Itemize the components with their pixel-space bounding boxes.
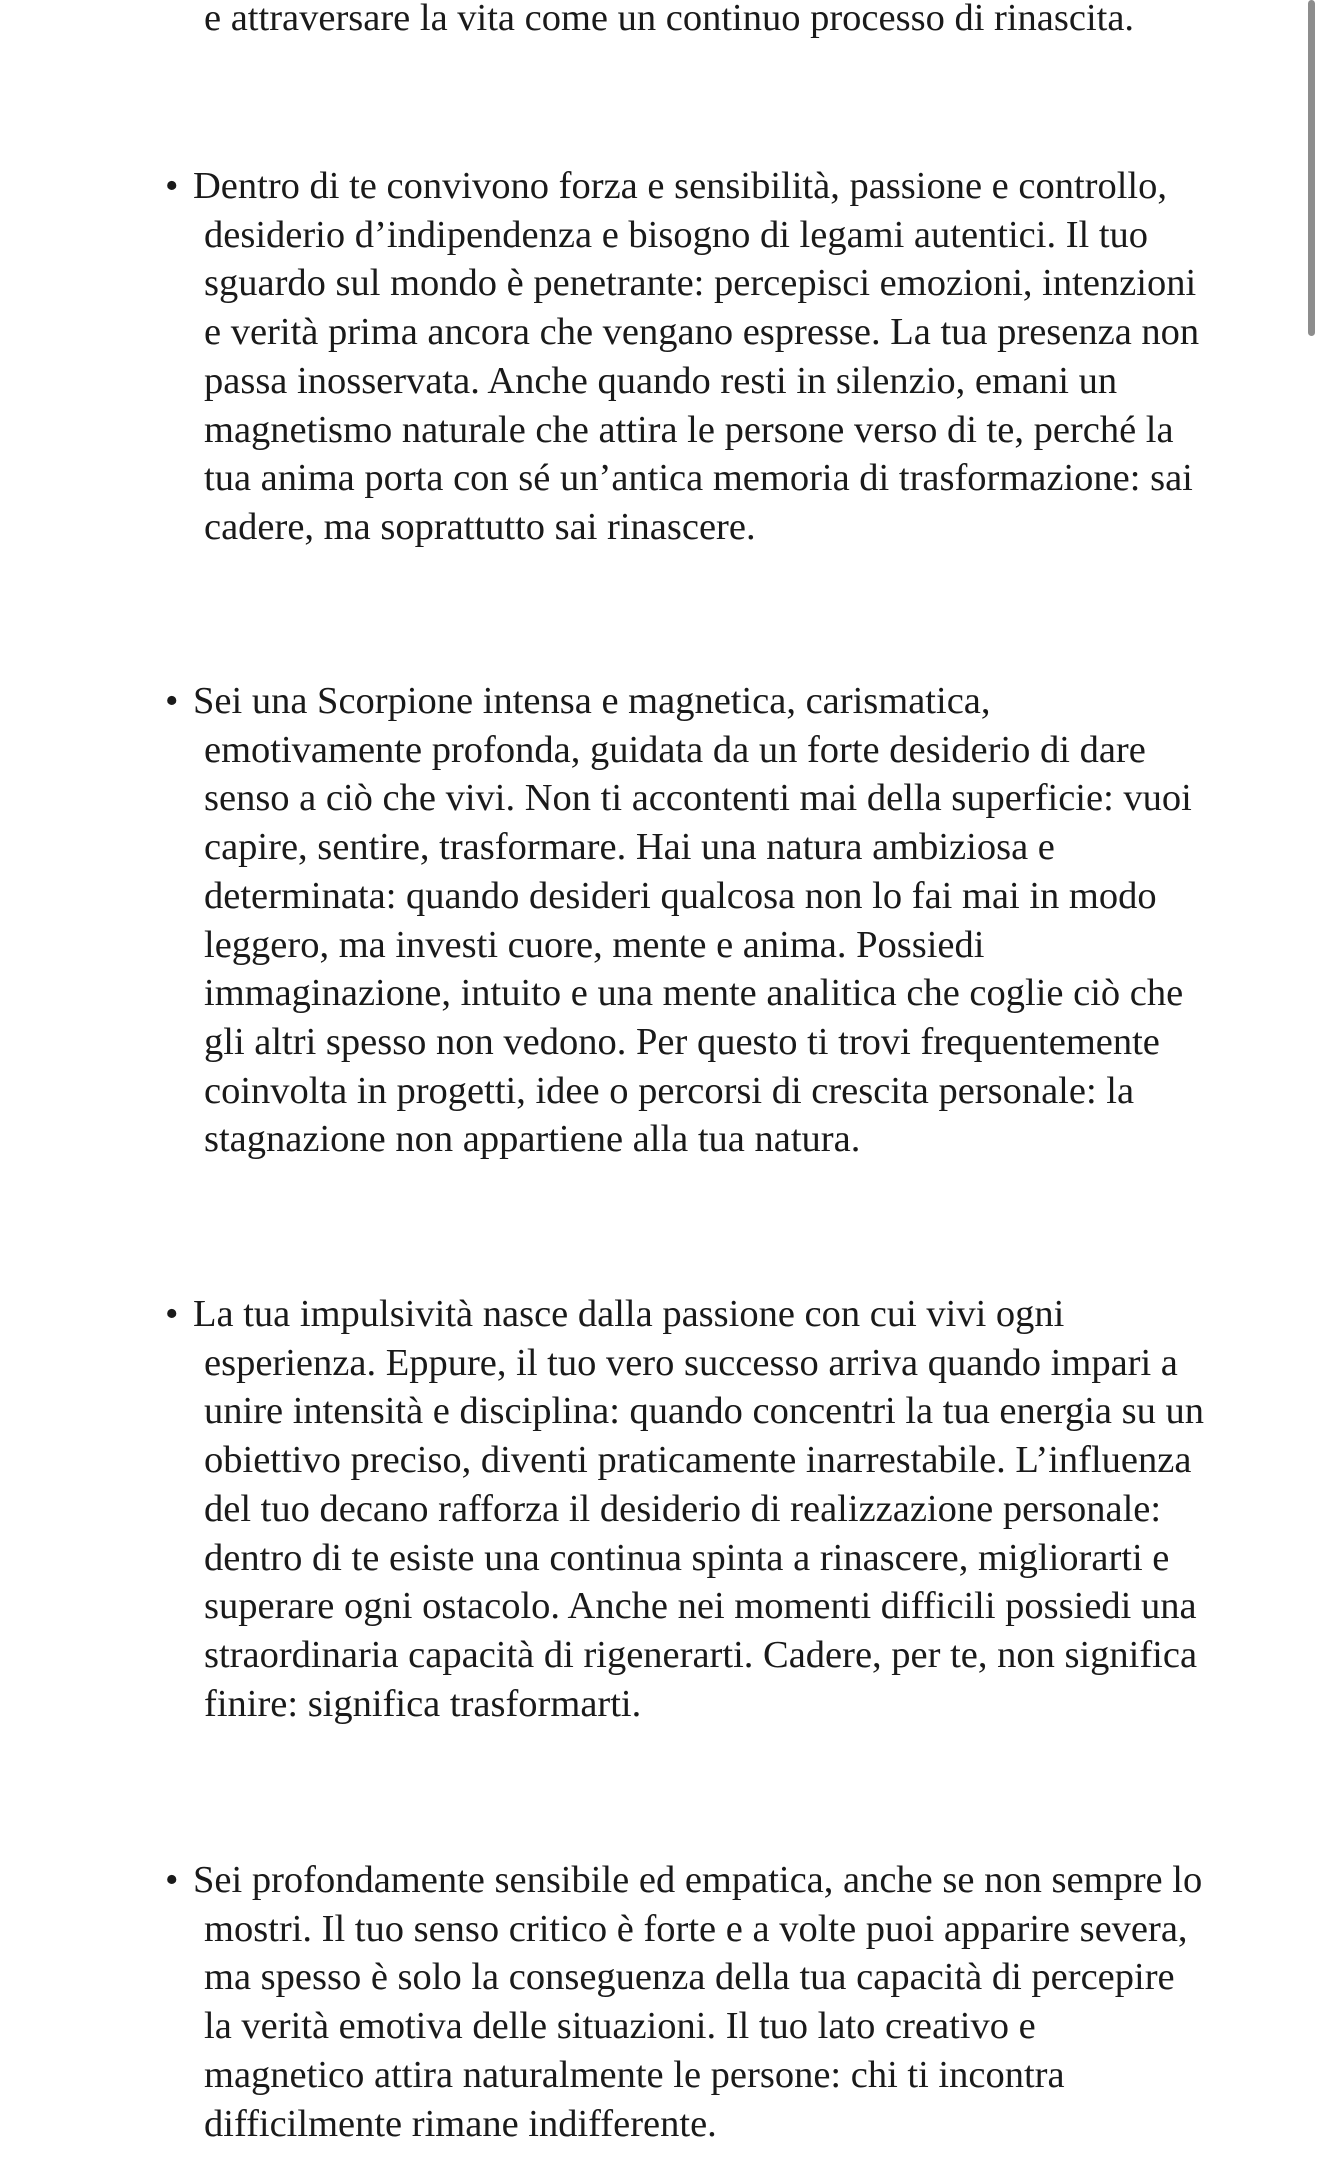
leading-paragraph-fragment: e attraversare la vita come un continuo processo di rinascita. (204, 0, 1135, 39)
bullet-item (165, 1856, 1204, 2148)
bullet-dot: • (165, 680, 179, 722)
bullet-dot: • (165, 1293, 179, 1335)
vertical-scrollbar[interactable] (1306, 0, 1320, 2163)
bullet-dot: • (165, 165, 179, 207)
bullet-text: Sei profondamente sensibile ed empatica, anche se non sempre lo mostri. Il tuo senso critico è forte e a volte puoi apparire severa, ma spesso è solo la conseguenza della tua capacità di percepire la verità emotiva delle situazioni. Il tuo lato creativo e magnetico attira naturalmente le persone: chi ti incontra difficilmente rimane indifferente. (193, 1859, 1203, 2145)
bullet-item (165, 677, 1204, 1164)
scrollbar-thumb[interactable] (1308, 0, 1315, 336)
bullet-item (165, 1290, 1204, 1728)
bullet-dot: • (165, 1859, 179, 1901)
bullet-text: Sei una Scorpione intensa e magnetica, carismatica, emotivamente profonda, guidata da un forte desiderio di dare senso a ciò che vivi. Non ti accontenti mai della superficie: vuoi capire, sentire, trasformare. Hai una natura ambiziosa e determinata: quando desideri qualcosa non lo fai mai in modo leggero, ma investi cuore, mente e anima. Possiedi immaginazione, intuito e una mente analitica che coglie ciò che gli altri spesso non vedono. Per questo ti trovi frequentemente coinvolta in progetti, idee o percorsi di crescita personale: la stagnazione non appartiene alla tua natura. (193, 680, 1192, 1161)
bullet-text: La tua impulsività nasce dalla passione con cui vivi ogni esperienza. Eppure, il tuo vero successo arriva quando impari a unire intensità e disciplina: quando concentri la tua energia su un obiettivo preciso, diventi praticamente inarrestabile. L’influenza del tuo decano rafforza il desiderio di realizzazione personale: dentro di te esiste una continua spinta a rinascere, migliorarti e superare ogni ostacolo. Anche nei momenti difficili possiedi una straordinaria capacità di rigenerarti. Cadere, per te, non significa finire: significa trasformarti. (193, 1293, 1204, 1725)
bullet-text: Dentro di te convivono forza e sensibilità, passione e controllo, desiderio d’indipendenza e bisogno di legami autentici. Il tuo sguardo sul mondo è penetrante: percepisci emozioni, intenzioni e verità prima ancora che vengano espresse. La tua presenza non passa inosservata. Anche quando resti in silenzio, emani un magnetismo naturale che attira le persone verso di te, perché la tua anima porta con sé un’antica memoria di trasformazione: sai cadere, ma soprattutto sai rinascere. (193, 165, 1200, 548)
bullet-item (165, 162, 1204, 552)
